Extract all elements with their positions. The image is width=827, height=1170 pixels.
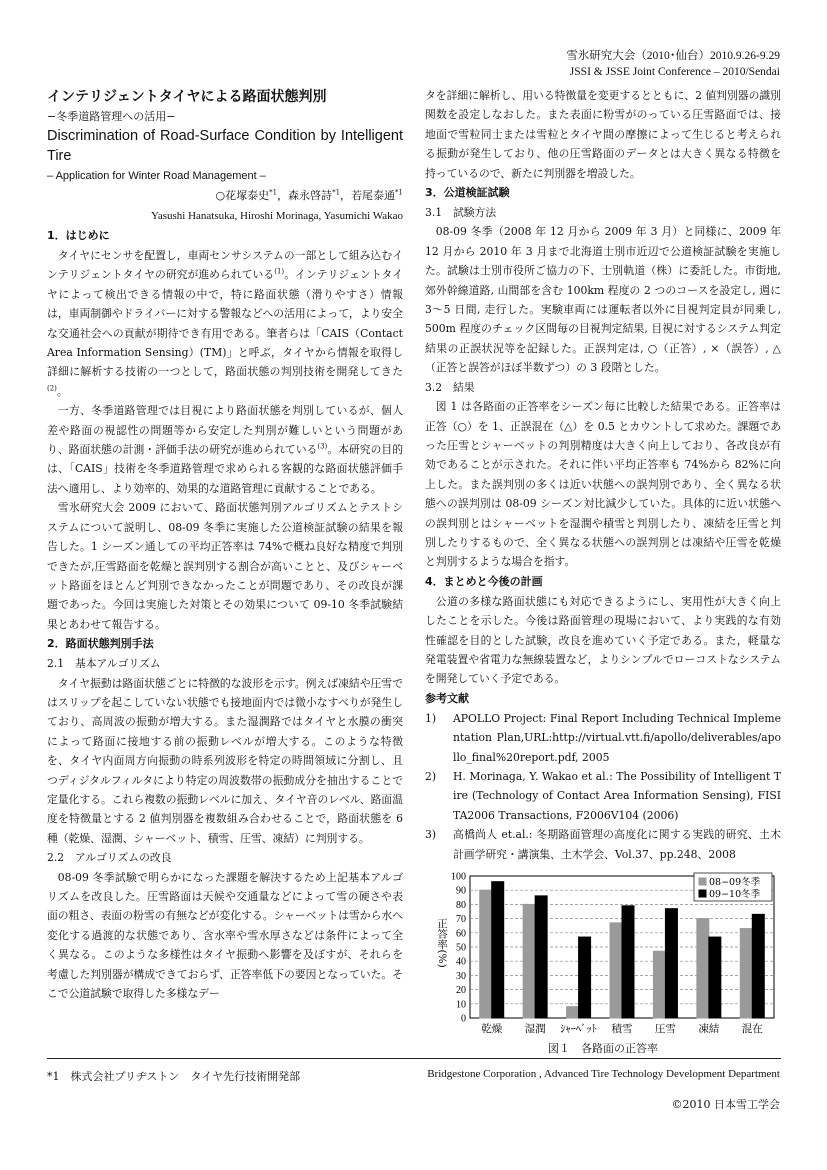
x-tick-label: ｼｬｰﾍﾞｯﾄ <box>560 1023 597 1035</box>
y-tick-label: 10 <box>456 999 466 1011</box>
legend-swatch <box>699 890 706 897</box>
figure-caption: 図１ 各路面の正答率 <box>548 1042 658 1055</box>
section-2-2-paragraph: 08-09 冬季試験で明らかになった課題を解決するため上記基本アルゴリズムを改良した。圧雪路面は天候や交通量などによって雪の硬さや表面の粗さ、表面の粉雪の有無などが変化する。シャーベットは雪から水へ変化する過渡的な状態であり、含水率や雪水厚さなどは条件によって全く異なる。このような多様性はタイヤ振動へ影響を及ぼすが、それらを考慮した判別器が構成できておらず、正答率低下の要因となっていた。そこで公道試験で取得した多様なデー <box>47 870 403 1001</box>
y-tick-label: 90 <box>456 885 466 897</box>
x-tick-label: 積雪 <box>611 1023 633 1035</box>
section-2-2-continued: タを詳細に解析し、用いる特徴量を変更するとともに、2 値判別器の識別関数を設定しなおした。また表面に粉雪がのっている圧雪路面では、接地面で雪粒同士または雪粒とタイヤ間の摩擦によって生じると考えられる振動が発生しており、他の圧雪路面のデータとは大きく異なる特徴を持っているので、新たに判別器を増設した。 <box>425 89 781 180</box>
section-1-paragraph-1 <box>47 246 403 401</box>
footer-rule <box>47 1058 781 1059</box>
bar <box>610 923 622 1018</box>
conference-header <box>566 48 780 80</box>
reference-number: 2) <box>425 770 437 783</box>
x-tick-label: 乾燥 <box>481 1023 503 1035</box>
citation-1: (1) <box>274 267 285 276</box>
reference-number: 3) <box>425 828 437 842</box>
bar <box>752 914 764 1018</box>
section-3-1-heading: 3.1 試験方法 <box>425 206 497 220</box>
title-japanese: インテリジェントタイヤによる路面状態判別 <box>47 89 327 105</box>
y-axis-label: 正答率(%) <box>436 918 448 968</box>
author-mark-2: *1 <box>332 188 341 197</box>
bar <box>653 951 665 1018</box>
bar <box>480 890 492 1018</box>
bar <box>579 937 591 1018</box>
subtitle-english: – Application for Winter Road Management – <box>47 170 266 182</box>
accuracy-bar-chart <box>432 868 782 1040</box>
bar <box>622 906 634 1018</box>
reference-number: 1) <box>425 711 437 725</box>
bar <box>492 882 504 1018</box>
text-run: タイヤにセンサを配置し，車両センサシステムの一部として組み込むインテリジェントタイヤの研究が進められている <box>47 249 403 282</box>
y-tick-label: 0 <box>461 1013 466 1025</box>
author-mark-3: *1 <box>395 188 403 197</box>
reference-text: H. Morinaga, Y. Wakao et al.: The Possibility of Intelligent Tire (Technology of Contact Area Information Sensing), FISITA2006 Transactions, F2006V104 (2006) <box>453 770 781 822</box>
text-run: 一方、冬季道路管理では目視により路面状態を判別しているが、個人差や路面の視認性の問題等から安定した判別が難しいという問題があり、路面状態の計測・評価手法の研究が進められている <box>47 404 403 457</box>
y-tick-label: 20 <box>456 985 466 997</box>
citation-3: (3) <box>317 442 328 451</box>
section-1-heading: 1．はじめに <box>47 229 110 242</box>
section-1-paragraph-2 <box>47 401 403 498</box>
section-3-1-paragraph: 08-09 冬季（2008 年 12 月から 2009 年 3 月）と同様に、2009 年 12 月から 2010 年 3 月まで北海道士別市近辺で公道検証試験を実施した。試験は士別市役所ご協力の下、士別軌道（株）に委託した。市街地, 郊外幹線道路, 山間部を含む 100km 程度の 2 つのコースを設定し, 週に 3〜5 日間, 走行した。実験車両には運転者以外に目視判定員が同乗し, 500m 程度のチェック区間毎の目視判定結果, 目視に対するシステム判定結果の正誤状況等を記録した。正誤判定は, ○（正答）, ×（誤答）, △（正答と誤答がほぼ半数ずつ）の 3 段階とした。 <box>425 225 781 375</box>
author-2: ，森永啓詩 <box>277 189 333 202</box>
author-1: ○花塚泰史 <box>215 189 270 202</box>
section-4-heading: 4．まとめと今後の計画 <box>425 574 543 588</box>
affiliation-english: Bridgestone Corporation , Advanced Tire Technology Development Department <box>427 1068 780 1080</box>
y-tick-label: 50 <box>456 942 466 954</box>
reference-item <box>425 767 781 825</box>
section-4-paragraph: 公道の多様な路面状態にも対応できるようにし、実用性が大きく向上したことを示した。今後は路面管理の現場において、より実践的な有効性確認を目的とした試験，改良を進めていく予定である。また，軽量な発電装置や省電力な無線装置など，よりシンプルでローコストなシステムを開発していく予定である。 <box>425 594 781 686</box>
references-heading: 参考文献 <box>425 691 469 705</box>
bar <box>567 1007 579 1018</box>
y-tick-label: 70 <box>456 914 466 926</box>
author-mark-1: *1 <box>269 188 278 197</box>
affiliation-japanese: *1 株式会社ブリヂストン タイヤ先行技術開発部 <box>47 1070 301 1083</box>
conference-line-1: 雪氷研究大会（2010･仙台）2010.9.26-9.29 <box>566 50 780 62</box>
reference-text: APOLLO Project: Final Report Including Technical Implementation Plan,URL:http://virtual.vtt.fi/apollo/deliverables/apollo_final%20report.pdf, 2005 <box>453 711 781 764</box>
section-1-paragraph-3: 雪氷研究大会 2009 において、路面状態判別アルゴリズムとテストシステムについて説明し、08-09 冬季に実施した公道検証試験の結果を報告した。1 シーズン通しての平均正答率は 74%で概ね良好な精度で判別できたが,圧雪路面を乾燥と誤判別する割合が高いことと、及びシャーベット路面をほとんど判別できなかったことが問題であり、その改良が課題であった。今回は実施した対策とその効果について 09-10 冬季試験結果とあわせて報告する。 <box>47 501 403 631</box>
bar <box>665 909 677 1018</box>
y-tick-label: 60 <box>456 928 466 940</box>
bar <box>740 929 752 1018</box>
legend-label: 09−10冬季 <box>709 889 761 900</box>
bar <box>709 937 721 1018</box>
bar <box>535 896 547 1018</box>
x-tick-label: 湿潤 <box>524 1023 546 1035</box>
text-run: 。インテリジェントタイヤによって検出できる情報の中で，特に路面状態（滑りやすさ）情報は，車両制御やドライバーに対する警報などへの活用によって，より安全な交通社会への貢献が期待でき有用である。筆者らは「CAIS（Contact Area Information Sensing）(TM)」と呼ぶ，タイヤから情報を取得し詳細に解析する技術の一つとして，路面状態の判別技術を開発してきた <box>47 268 403 379</box>
authors-english: Yasushi Hanatsuka, Hiroshi Morinaga, Yasumichi Wakao <box>150 210 403 222</box>
title-english: Discrimination of Road-Surface Condition by Intelligent Tire <box>47 128 403 164</box>
text-run: 。 <box>56 384 68 398</box>
section-3-2-heading: 3.2 結果 <box>425 380 475 394</box>
reference-item <box>425 709 781 767</box>
section-2-2-heading: 2.2 アルゴリズムの改良 <box>47 851 172 865</box>
reference-list <box>425 709 781 864</box>
left-column <box>47 86 403 1003</box>
reference-text: 高橋尚人 et.al.: 冬期路面管理の高度化に関する実践的研究、土木計画学研究・講演集、土木学会、Vol.37、pp.248、2008 <box>453 828 781 861</box>
citation-2: (2) <box>47 384 57 393</box>
text-run: 。本研究の目的は、「CAIS」技術を冬季道路管理で求められる客観的な路面状態評価手法へ適用し、より効率的、効果的な道路管理に貢献することである。 <box>47 443 404 495</box>
legend-label: 08−09冬季 <box>709 877 761 888</box>
x-tick-label: 圧雪 <box>654 1023 676 1035</box>
section-2-1-paragraph: タイヤ振動は路面状態ごとに特徴的な波形を示す。例えば凍結や圧雪ではスリップを起こしていない状態でも接地面内では微小なすべりが発生しており、高周波の振動が増大する。また湿潤路ではタイヤと水膜の衝突によって路面に接地する前の振動レベルが増大する。このような特徴を、タイヤ内面周方向振動の時系列波形を特定の時間領域に分割し、且つディジタルフィルタにより特定の周波数帯の振動成分を抽出することで定量化する。これら複数の振動レベルに加え、タイヤ音のレベル、路面温度を特徴量とする 2 値判別器を複数組み合わせることで，路面状態を 6 種（乾燥、湿潤、シャーベット、積雪、圧雪、凍結）に判別する。 <box>47 676 403 845</box>
right-column <box>425 86 781 864</box>
x-tick-label: 混在 <box>741 1023 763 1035</box>
subtitle-japanese: −冬季道路管理への活用− <box>47 110 176 123</box>
author-3: ，若尾泰通 <box>340 189 396 202</box>
authors-japanese <box>47 186 403 206</box>
y-tick-label: 40 <box>456 956 466 968</box>
legend-swatch <box>699 878 706 885</box>
copyright: ©2010 日本雪工学会 <box>671 1098 780 1111</box>
reference-item <box>425 825 781 864</box>
bar <box>697 919 709 1018</box>
section-3-2-paragraph: 図 1 は各路面の正答率をシーズン毎に比較した結果である。正答率は正答（○）を 1、正誤混在（△）を 0.5 とカウントして求めた。課題であった圧雪とシャーベットの判別精度は大きく向上しており、各改良が有効であることが示された。それに伴い平均正答率も 74%から 82%に向上した。また誤判別の多くは近い状態への誤判別であり、全く異なる状態への誤判別は 08-09 シーズン対比減少していた。具体的に近い状態への誤判別とはシャーベットを湿潤や積雪と判別したり、凍結を圧雪と判別したりするもので、全く異なる状態への誤判別とは凍結や圧雪を乾燥と判別するような場合を指す。 <box>425 400 781 569</box>
x-tick-label: 凍結 <box>698 1023 720 1035</box>
section-2-heading: 2．路面状態判別手法 <box>47 637 154 651</box>
y-tick-label: 80 <box>456 899 466 911</box>
section-2-1-heading: 2.1 基本アルゴリズム <box>47 657 161 671</box>
y-tick-label: 30 <box>456 970 466 982</box>
bar <box>523 904 535 1018</box>
conference-line-2: JSSI & JSSE Joint Conference – 2010/Sendai <box>569 66 780 78</box>
section-3-heading: 3．公道検証試験 <box>425 186 510 200</box>
y-tick-label: 100 <box>451 871 466 883</box>
